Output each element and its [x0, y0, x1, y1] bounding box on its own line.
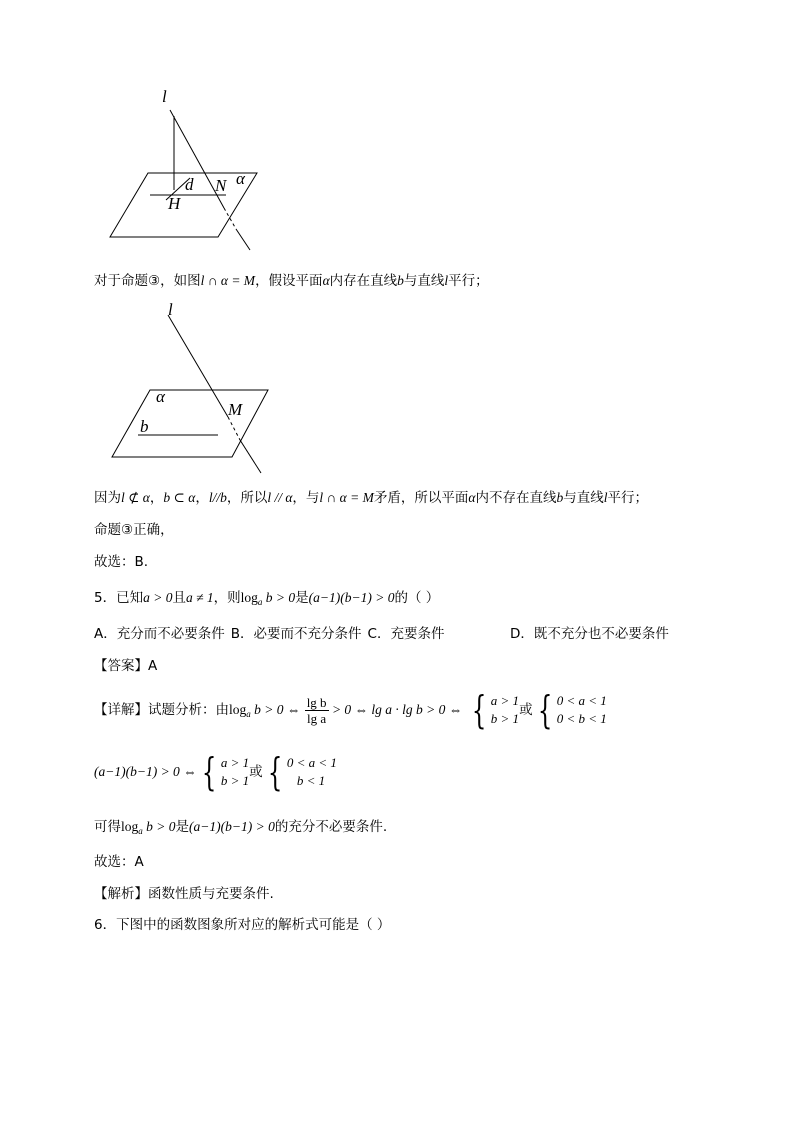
line-l-2-hidden — [228, 417, 240, 440]
question-6: 6．下图中的函数图象所对应的解析式可能是（ ） — [94, 917, 391, 933]
label-alpha-2: α — [156, 387, 165, 406]
option-b[interactable]: B．必要而不充分条件 — [230, 626, 362, 642]
label-l-2: l — [168, 300, 173, 319]
analysis-line: 【解析】函数性质与充要条件. — [94, 886, 274, 902]
detail-line: 【详解】试题分析：由$\log_a b > 0$ ⇔ $\frac{\text{lg b}}{\text{lg a}}$ > 0 ⇔ lg a · lg b > 0 ⇔ { a > 1 b > 1 或 { 0 < a < 1 0 < b < 1 — [94, 688, 607, 732]
label-l-1: l — [162, 87, 167, 106]
analysis-tag: 【解析】 — [94, 886, 148, 902]
system-3: a > 1 b > 1 — [220, 755, 250, 788]
figure-line-perpendicular-plane — [100, 80, 280, 260]
answer-tag: 【答案】 — [94, 658, 148, 674]
answer-value: A — [148, 658, 158, 674]
label-N: N — [215, 176, 227, 195]
fraction-lgb-lga: $\frac{\text{lg b}}{\text{lg a}}$ — [306, 694, 327, 726]
system-2: 0 < a < 1 0 < b < 1 — [556, 693, 607, 726]
label-d: d — [185, 175, 194, 194]
system-4: 0 < a < 1 b < 1 — [286, 755, 337, 788]
option-c[interactable]: C．充要条件 — [367, 626, 445, 642]
choose-a: 故选：A — [94, 854, 144, 870]
choose-b: 故选：B. — [94, 554, 149, 570]
plane-alpha-1 — [110, 173, 257, 237]
system-1: a > 1 b > 1 — [490, 693, 520, 726]
option-d[interactable]: D．既不充分也不必要条件 — [510, 626, 669, 642]
figure-line-intersect-plane — [100, 295, 280, 480]
label-b: b — [140, 417, 149, 436]
line-l-2-lower — [240, 440, 261, 473]
conclusion-line: 可得$\log_a b > 0$是(a−1)(b−1) > 0的充分不必要条件. — [94, 819, 388, 836]
label-H: H — [168, 194, 181, 213]
because-line: 因为l ⊄ α，b ⊂ α，l//b，所以l // α，与l ∩ α = M矛盾，所以平面α内不存在直线b与直线l平行； — [94, 490, 648, 506]
proposition-3-line: 对于命题③，如图l ∩ α = M，假设平面α内存在直线b与直线l平行； — [94, 273, 489, 289]
line-l-2-upper — [168, 315, 228, 417]
option-a[interactable]: A．充分而不必要条件 — [94, 626, 225, 642]
question-5-options — [94, 624, 669, 644]
answer-line — [94, 656, 157, 676]
question-5: 5．已知a > 0且a ≠ 1，则$\log_a b > 0$是(a−1)(b−1) > 0的（ ） — [94, 590, 440, 607]
line-l-lower — [236, 229, 250, 250]
proposition-3-correct: 命题③正确， — [94, 522, 174, 538]
equivalence-line: (a−1)(b−1) > 0 ⇔ { a > 1 b > 1 或 { 0 < a < 1 b < 1 — [94, 750, 337, 794]
label-alpha-1: α — [236, 169, 245, 188]
label-M: M — [228, 400, 243, 419]
